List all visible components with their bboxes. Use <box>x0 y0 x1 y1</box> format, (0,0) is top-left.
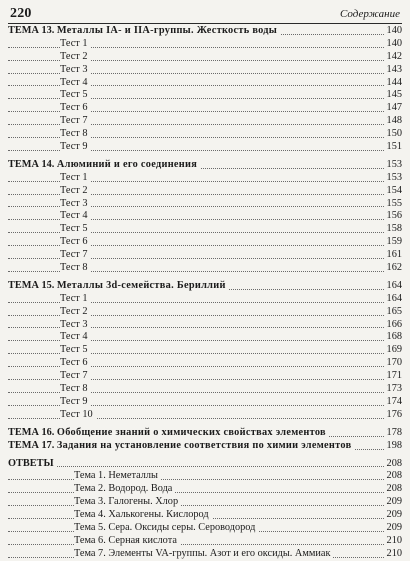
entry-page-number: 158 <box>384 223 402 236</box>
test-label: Тест 8 <box>60 383 88 395</box>
running-title: Содержание <box>339 8 400 20</box>
test-label: Тест 2 <box>60 184 88 196</box>
entry-label <box>74 509 212 522</box>
entry-label <box>60 51 91 64</box>
entry-page-number: 209 <box>384 496 402 509</box>
entry-label <box>60 185 91 198</box>
entry-page-number: 210 <box>384 548 402 561</box>
entry-page-number: 155 <box>384 198 402 211</box>
test-label: Тест 1 <box>60 171 88 183</box>
test-label: Тест 7 <box>60 249 88 261</box>
page-header <box>8 6 402 22</box>
test-label: Тест 9 <box>60 395 88 407</box>
entry-page-number: 151 <box>384 141 402 154</box>
entry-label <box>60 357 91 370</box>
test-entry <box>8 64 402 77</box>
answers-heading <box>8 458 402 471</box>
entry-page-number: 150 <box>384 128 402 141</box>
entry-page-number: 164 <box>384 280 402 293</box>
entry-label <box>74 496 181 509</box>
topic-title: Металлы IA- и IIA-группы. Жесткость воды <box>56 25 278 36</box>
topic-title: Металлы 3d-семейства. Бериллий <box>56 279 226 291</box>
test-entry <box>8 128 402 141</box>
entry-page-number: 208 <box>384 470 402 483</box>
answer-label: Тема 5. Сера. Оксиды серы. Сероводород <box>74 521 256 533</box>
entry-label <box>60 38 91 51</box>
test-entry <box>8 89 402 102</box>
test-entry <box>8 51 402 64</box>
entry-label <box>8 427 329 440</box>
test-entry <box>8 115 402 128</box>
test-label: Тест 3 <box>60 318 88 330</box>
topic-number: ТЕМА 15. <box>8 279 57 291</box>
test-label: Тест 3 <box>60 197 88 209</box>
entry-label <box>74 483 175 496</box>
entry-page-number: 159 <box>384 236 402 249</box>
entry-page-number: 144 <box>384 77 402 90</box>
entry-label <box>8 440 354 453</box>
topic-number: ТЕМА 13. <box>8 25 57 36</box>
test-entry <box>8 344 402 357</box>
entry-label <box>60 409 96 422</box>
entry-page-number: 153 <box>384 172 402 185</box>
test-entry <box>8 102 402 115</box>
answer-entry <box>8 535 402 548</box>
answer-label: Тема 2. Водород. Вода <box>74 483 173 495</box>
entry-page-number: 145 <box>384 89 402 102</box>
test-entry <box>8 223 402 236</box>
topic-number: ТЕМА 16. <box>8 426 57 438</box>
topic-entry <box>8 427 402 440</box>
entry-page-number: 147 <box>384 102 402 115</box>
dot-leader <box>8 505 402 506</box>
test-label: Тест 8 <box>60 128 88 140</box>
test-label: Тест 7 <box>60 370 88 382</box>
entry-label <box>60 344 91 357</box>
entry-label <box>74 522 258 535</box>
entry-label <box>60 198 91 211</box>
dot-leader <box>8 544 402 545</box>
entry-page-number: 143 <box>384 64 402 77</box>
entry-label <box>60 128 91 141</box>
entry-page-number: 140 <box>384 38 402 51</box>
topic-entry <box>8 25 402 38</box>
dot-leader <box>8 492 402 493</box>
entry-page-number: 174 <box>384 396 402 409</box>
topic-title: Задания на установление соответствия по химии элементов <box>56 439 352 451</box>
test-entry <box>8 185 402 198</box>
test-entry <box>8 331 402 344</box>
test-label: Тест 9 <box>60 141 88 153</box>
entry-page-number: 208 <box>384 458 402 471</box>
entry-page-number: 165 <box>384 306 402 319</box>
entry-page-number: 169 <box>384 344 402 357</box>
answer-entry <box>8 548 402 561</box>
entry-page-number: 170 <box>384 357 402 370</box>
entry-label <box>60 370 91 383</box>
entry-label <box>60 262 91 275</box>
entry-label <box>8 458 57 471</box>
entry-label <box>8 159 200 172</box>
entry-page-number: 209 <box>384 522 402 535</box>
entry-label <box>60 172 91 185</box>
entry-page-number: 176 <box>384 409 402 422</box>
entry-page-number: 171 <box>384 370 402 383</box>
test-entry <box>8 319 402 332</box>
entry-label <box>60 115 91 128</box>
entry-label <box>74 535 180 548</box>
entry-page-number: 154 <box>384 185 402 198</box>
answer-label: Тема 6. Серная кислота <box>74 534 177 546</box>
test-label: Тест 6 <box>60 357 88 369</box>
entry-label <box>60 236 91 249</box>
topic-entry <box>8 280 402 293</box>
entry-page-number: 168 <box>384 331 402 344</box>
entry-label <box>60 319 91 332</box>
test-entry <box>8 141 402 154</box>
entry-label <box>60 396 91 409</box>
entry-label <box>60 102 91 115</box>
test-entry <box>8 306 402 319</box>
table-of-contents <box>8 25 402 561</box>
test-label: Тест 4 <box>60 210 88 222</box>
test-entry <box>8 396 402 409</box>
entry-label <box>60 210 91 223</box>
answer-entry <box>8 509 402 522</box>
test-label: Тест 1 <box>60 37 88 49</box>
answer-label: Тема 1. Неметаллы <box>74 470 158 482</box>
test-label: Тест 3 <box>60 63 88 75</box>
entry-label <box>60 293 91 306</box>
answer-entry <box>8 470 402 483</box>
test-entry <box>8 262 402 275</box>
entry-label <box>8 280 229 293</box>
entry-page-number: 210 <box>384 535 402 548</box>
test-label: Тест 4 <box>60 76 88 88</box>
test-entry <box>8 409 402 422</box>
test-entry <box>8 77 402 90</box>
topic-number: ТЕМА 17. <box>8 439 57 451</box>
entry-page-number: 166 <box>384 319 402 332</box>
test-label: Тест 5 <box>60 89 88 101</box>
entry-label <box>60 306 91 319</box>
answer-entry <box>8 522 402 535</box>
test-entry <box>8 370 402 383</box>
entry-label <box>60 249 91 262</box>
entry-page-number: 209 <box>384 509 402 522</box>
topic-number: ТЕМА 14. <box>8 158 57 170</box>
test-label: Тест 6 <box>60 102 88 114</box>
test-label: Тест 6 <box>60 236 88 248</box>
test-label: Тест 1 <box>60 292 88 304</box>
page-number: 220 <box>10 6 32 21</box>
entry-page-number: 153 <box>384 159 402 172</box>
entry-page-number: 173 <box>384 383 402 396</box>
dot-leader <box>8 466 402 467</box>
test-entry <box>8 383 402 396</box>
entry-page-number: 148 <box>384 115 402 128</box>
entry-page-number: 178 <box>384 427 402 440</box>
header-rule <box>8 23 402 24</box>
entry-page-number: 162 <box>384 262 402 275</box>
entry-label <box>74 548 333 561</box>
entry-page-number: 198 <box>384 440 402 453</box>
test-label: Тест 2 <box>60 50 88 62</box>
test-label: Тест 8 <box>60 262 88 274</box>
topic-entry <box>8 440 402 453</box>
test-label: Тест 2 <box>60 305 88 317</box>
answer-label: Тема 7. Элементы VA-группы. Азот и его оксиды. Аммиак <box>74 547 331 559</box>
entry-label <box>74 470 161 483</box>
test-label: Тест 7 <box>60 115 88 127</box>
test-entry <box>8 172 402 185</box>
entry-label <box>60 64 91 77</box>
test-entry <box>8 210 402 223</box>
test-entry <box>8 293 402 306</box>
entry-label <box>60 77 91 90</box>
entry-label <box>60 223 91 236</box>
test-label: Тест 10 <box>60 408 93 420</box>
test-entry <box>8 38 402 51</box>
answers-label: ОТВЕТЫ <box>8 457 54 469</box>
entry-page-number: 156 <box>384 210 402 223</box>
entry-page-number: 161 <box>384 249 402 262</box>
test-entry <box>8 249 402 262</box>
entry-page-number: 164 <box>384 293 402 306</box>
entry-label <box>8 25 280 38</box>
entry-page-number: 142 <box>384 51 402 64</box>
entry-label <box>60 331 91 344</box>
test-label: Тест 5 <box>60 344 88 356</box>
test-entry <box>8 198 402 211</box>
entry-label <box>60 89 91 102</box>
dot-leader <box>8 479 402 480</box>
test-entry <box>8 236 402 249</box>
entry-page-number: 208 <box>384 483 402 496</box>
test-entry <box>8 357 402 370</box>
topic-entry <box>8 159 402 172</box>
entry-label <box>60 383 91 396</box>
entry-label <box>60 141 91 154</box>
answer-entry <box>8 483 402 496</box>
test-label: Тест 5 <box>60 223 88 235</box>
answer-entry <box>8 496 402 509</box>
topic-title: Алюминий и его соединения <box>56 158 198 170</box>
answer-label: Тема 4. Халькогены. Кислород <box>74 509 209 521</box>
answer-label: Тема 3. Галогены. Хлор <box>74 496 179 508</box>
topic-title: Обобщение знаний о химических свойствах элементов <box>56 426 326 438</box>
test-label: Тест 4 <box>60 331 88 343</box>
entry-page-number: 140 <box>384 25 402 38</box>
